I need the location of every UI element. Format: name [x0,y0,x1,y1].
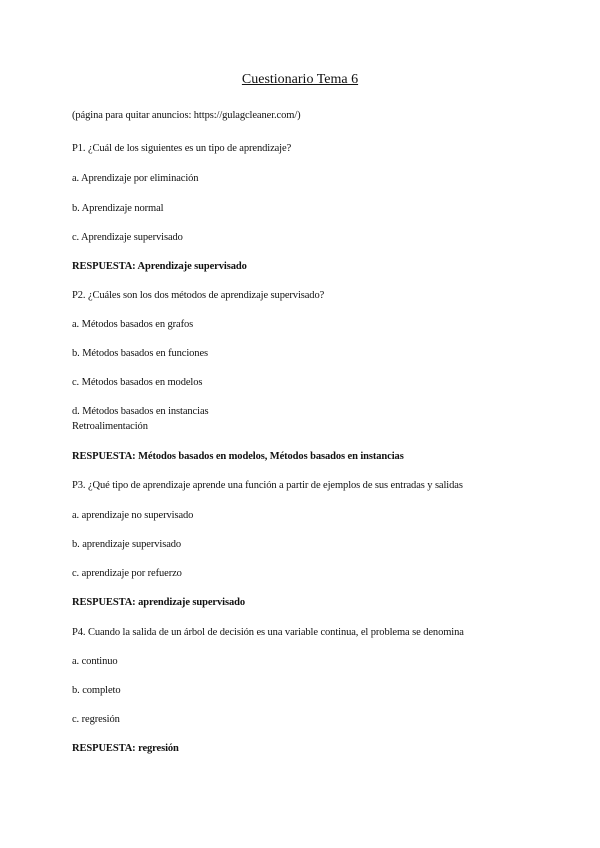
question-4: P4. Cuando la salida de un árbol de decisión es una variable continua, el problema se denomina [72,627,464,638]
q2-option-c: c. Métodos basados en modelos [72,377,203,388]
question-1: P1. ¿Cuál de los siguientes es un tipo de aprendizaje? [72,143,292,154]
q2-option-d: d. Métodos basados en instancias [72,406,209,417]
question-3: P3. ¿Qué tipo de aprendizaje aprende una función a partir de ejemplos de sus entradas y salidas [72,480,463,491]
q1-answer: RESPUESTA: Aprendizaje supervisado [72,261,247,272]
q2-option-b: b. Métodos basados en funciones [72,348,208,359]
q4-option-a: a. continuo [72,656,118,667]
q2-option-a: a. Métodos basados en grafos [72,319,194,330]
q4-answer: RESPUESTA: regresión [72,743,179,754]
question-2: P2. ¿Cuáles son los dos métodos de aprendizaje supervisado? [72,290,325,301]
q2-extra-text: Retroalimentación [72,421,148,432]
q4-option-b: b. completo [72,685,121,696]
q3-answer: RESPUESTA: aprendizaje supervisado [72,597,245,608]
document-title: Cuestionario Tema 6 [241,72,359,87]
q4-option-c: c. regresión [72,714,120,725]
ads-note: (página para quitar anuncios: https://gulagcleaner.com/) [72,110,301,121]
q1-option-a: a. Aprendizaje por eliminación [72,173,199,184]
q3-option-a: a. aprendizaje no supervisado [72,510,194,521]
q3-option-c: c. aprendizaje por refuerzo [72,568,182,579]
q1-option-b: b. Aprendizaje normal [72,203,164,214]
q2-answer: RESPUESTA: Métodos basados en modelos, Métodos basados en instancias [72,451,404,462]
q3-option-b: b. aprendizaje supervisado [72,539,182,550]
q1-option-c: c. Aprendizaje supervisado [72,232,183,243]
